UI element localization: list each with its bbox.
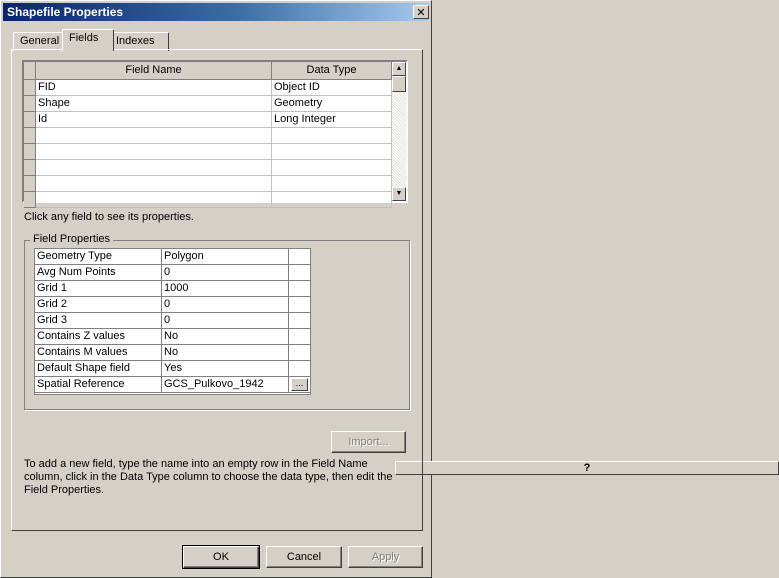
property-value[interactable]: GCS_Pulkovo_1942 (162, 377, 289, 393)
tab-fields[interactable]: Fields (62, 29, 114, 51)
vertical-scrollbar[interactable] (392, 62, 406, 201)
table-row[interactable] (24, 96, 392, 112)
property-extra-cell (289, 249, 310, 265)
property-row[interactable] (35, 265, 310, 281)
property-name: Contains Z values (35, 329, 162, 345)
property-extra-cell (289, 329, 310, 345)
table-row[interactable] (24, 112, 392, 128)
property-extra-cell (289, 265, 310, 281)
property-extra-cell (289, 313, 310, 329)
row-selector[interactable] (24, 176, 36, 192)
table-row[interactable] (24, 144, 392, 160)
field-properties-legend: Field Properties (30, 233, 113, 245)
property-row[interactable] (35, 377, 310, 393)
property-value[interactable]: 0 (162, 297, 289, 313)
data-type-header[interactable]: Data Type (272, 62, 392, 80)
table-row[interactable] (24, 128, 392, 144)
field-hint-text: Click any field to see its properties. (24, 211, 194, 223)
row-selector[interactable] (24, 96, 36, 112)
property-name: Spatial Reference (35, 377, 162, 393)
data-type-cell[interactable] (272, 144, 392, 160)
property-extra-cell (289, 345, 310, 361)
field-name-cell[interactable]: Id (36, 112, 272, 128)
import-button[interactable]: Import... (331, 431, 406, 453)
data-type-cell[interactable] (272, 176, 392, 192)
data-type-cell[interactable] (272, 192, 392, 208)
data-type-cell[interactable] (272, 128, 392, 144)
field-name-cell[interactable]: FID (36, 80, 272, 96)
grid-corner (24, 62, 36, 80)
window-title: Shapefile Properties (7, 5, 124, 19)
field-name-cell[interactable] (36, 128, 272, 144)
data-type-cell[interactable] (272, 160, 392, 176)
field-name-cell[interactable] (36, 176, 272, 192)
scroll-down-icon[interactable]: ▼ (392, 187, 406, 201)
property-name: Grid 2 (35, 297, 162, 313)
data-type-cell[interactable]: Object ID (272, 80, 392, 96)
scroll-up-icon[interactable]: ▲ (392, 62, 406, 76)
property-extra-cell (289, 281, 310, 297)
tab-indexes[interactable]: Indexes (109, 32, 169, 51)
property-row[interactable] (35, 281, 310, 297)
field-name-cell[interactable] (36, 192, 272, 208)
property-name: Geometry Type (35, 249, 162, 265)
property-row[interactable] (35, 297, 310, 313)
property-name: Grid 1 (35, 281, 162, 297)
table-row[interactable] (24, 80, 392, 96)
property-row[interactable] (35, 329, 310, 345)
property-value[interactable]: Yes (162, 361, 289, 377)
data-type-cell[interactable]: Geometry (272, 96, 392, 112)
cancel-button[interactable]: Cancel (266, 546, 342, 568)
field-name-header[interactable]: Field Name (36, 62, 272, 80)
field-name-cell[interactable] (36, 144, 272, 160)
property-extra-cell (289, 297, 310, 313)
property-value[interactable]: Polygon (162, 249, 289, 265)
spatial-reference-ellipsis-button[interactable]: ... (291, 378, 308, 391)
property-name: Avg Num Points (35, 265, 162, 281)
table-row[interactable] (24, 192, 392, 208)
property-value[interactable]: 1000 (162, 281, 289, 297)
row-selector[interactable] (24, 144, 36, 160)
property-row[interactable] (35, 249, 310, 265)
property-value[interactable]: 0 (162, 265, 289, 281)
data-type-cell[interactable]: Long Integer (272, 112, 392, 128)
table-row[interactable] (24, 160, 392, 176)
apply-button[interactable]: Apply (348, 546, 423, 568)
row-selector[interactable] (24, 128, 36, 144)
property-value[interactable]: 0 (162, 313, 289, 329)
help-button[interactable]: ? (395, 461, 779, 475)
row-selector[interactable] (24, 112, 36, 128)
help-text: To add a new field, type the name into an empty row in the Field Name column, click in the Data Type column to choose the data type, then edit the Field Properties. (24, 458, 393, 496)
field-properties-group (24, 233, 410, 410)
property-extra-cell (289, 377, 310, 393)
property-name: Default Shape field (35, 361, 162, 377)
property-name: Contains M values (35, 345, 162, 361)
property-value[interactable]: No (162, 329, 289, 345)
field-name-cell[interactable]: Shape (36, 96, 272, 112)
field-name-cell[interactable] (36, 160, 272, 176)
tab-general[interactable]: General (13, 32, 69, 51)
property-value[interactable]: No (162, 345, 289, 361)
row-selector[interactable] (24, 192, 36, 208)
property-name: Grid 3 (35, 313, 162, 329)
table-row[interactable] (24, 176, 392, 192)
row-selector[interactable] (24, 160, 36, 176)
property-row[interactable] (35, 345, 310, 361)
field-properties-grid[interactable] (34, 248, 311, 395)
property-extra-cell (289, 361, 310, 377)
scroll-thumb[interactable] (392, 76, 406, 92)
ok-button[interactable]: OK (183, 546, 259, 568)
property-row[interactable] (35, 313, 310, 329)
close-button[interactable]: ✕ (413, 5, 429, 19)
property-row[interactable] (35, 361, 310, 377)
row-selector[interactable] (24, 80, 36, 96)
fields-grid[interactable] (22, 60, 408, 203)
